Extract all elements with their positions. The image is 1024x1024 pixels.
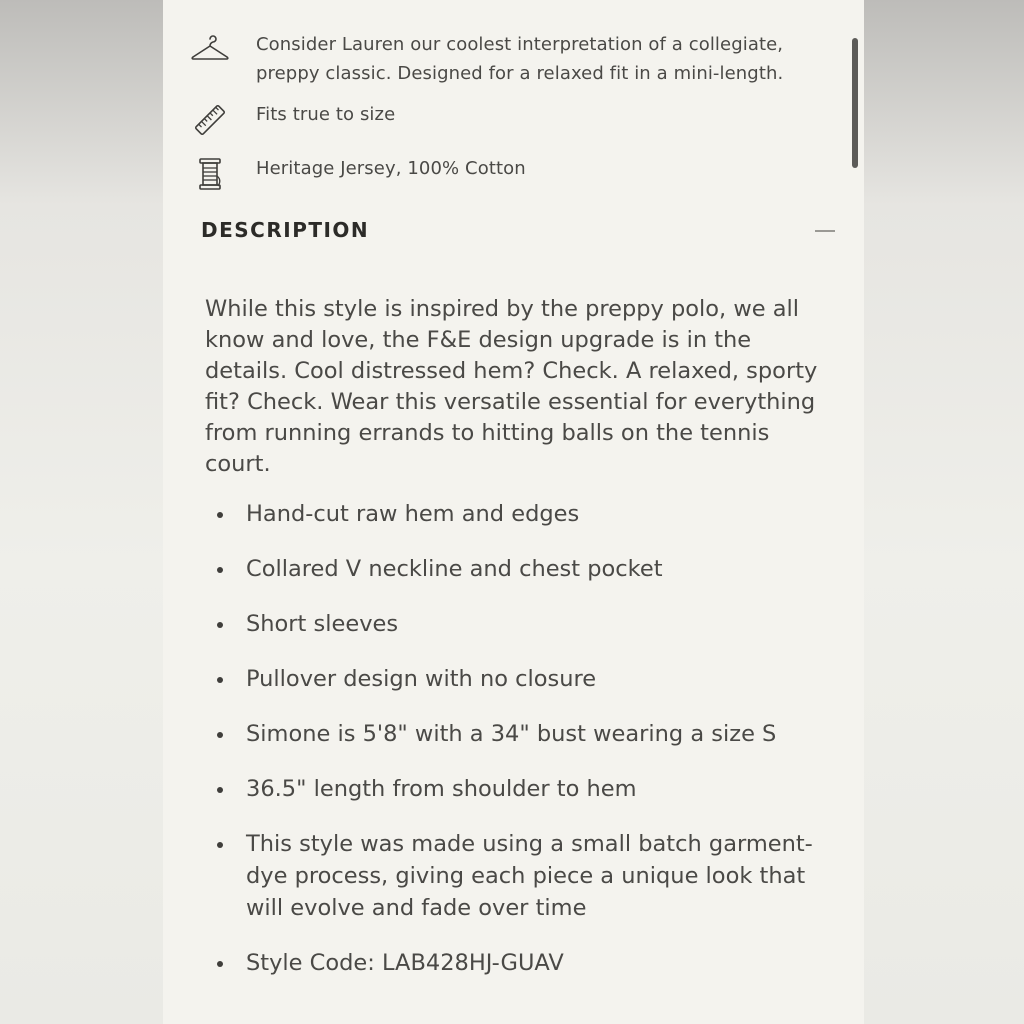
- list-item: Hand-cut raw hem and edges: [205, 498, 825, 530]
- ruler-icon: [188, 100, 232, 140]
- feature-text: Consider Lauren our coolest interpretation of a collegiate, preppy classic. Designed for a relaxed fit in a mini-length.: [256, 34, 784, 84]
- product-details-panel: [163, 0, 864, 1024]
- scrollbar-thumb[interactable]: [852, 38, 858, 168]
- background-right: [864, 0, 1024, 1024]
- description-body: While this style is inspired by the preppy polo, we all know and love, the F&E design upgrade is in the details. Cool distressed hem? Check. A relaxed, sporty fit? Check. Wear this versatile essential for everything from running errands to hitting balls on the tennis court.: [205, 296, 818, 477]
- list-item: Pullover design with no closure: [205, 663, 825, 695]
- feature-fit: [188, 100, 395, 140]
- list-item: 36.5" length from shoulder to hem: [205, 773, 825, 805]
- background-left: [0, 0, 163, 1024]
- feature-text: Heritage Jersey, 100% Cotton: [256, 158, 526, 179]
- list-item: Short sleeves: [205, 608, 825, 640]
- description-accordion-header[interactable]: [201, 218, 835, 242]
- description-title: DESCRIPTION: [201, 218, 370, 242]
- minus-icon[interactable]: [815, 230, 835, 232]
- feature-text: Fits true to size: [256, 104, 396, 125]
- list-item: Collared V neckline and chest pocket: [205, 553, 825, 585]
- list-item: Style Code: LAB428HJ-GUAV: [205, 947, 825, 979]
- list-item: This style was made using a small batch garment-dye process, giving each piece a unique look that will evolve and fade over time: [205, 828, 825, 924]
- description-bullet-list: [205, 498, 825, 979]
- thread-spool-icon: [188, 154, 232, 194]
- list-item: Simone is 5'8" with a 34" bust wearing a size S: [205, 718, 825, 750]
- feature-fit-description: [188, 30, 846, 88]
- feature-material: [188, 154, 526, 194]
- hanger-icon: [188, 30, 232, 70]
